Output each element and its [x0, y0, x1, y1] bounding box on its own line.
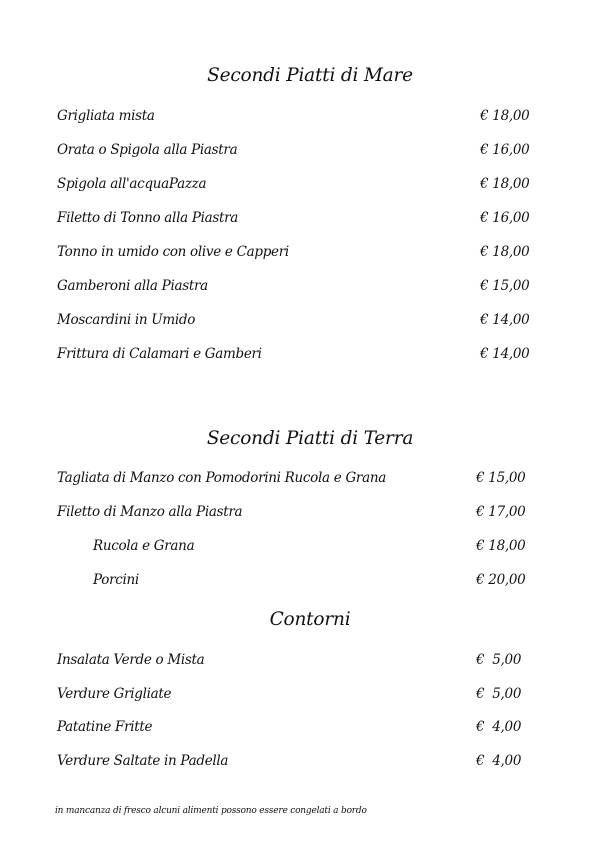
item-name: Patatine Fritte: [57, 719, 153, 735]
item-price: € 20,00: [476, 572, 526, 588]
item-price: € 18,00: [480, 108, 530, 124]
item-price: € 18,00: [476, 538, 526, 554]
item-price: € 18,00: [480, 176, 530, 192]
item-price: € 4,00: [476, 719, 522, 735]
item-name: Orata o Spigola alla Piastra: [57, 142, 238, 158]
section-title-contorni: Contorni: [269, 609, 351, 630]
item-name: Filetto di Manzo alla Piastra: [57, 504, 243, 520]
item-name: Frittura di Calamari e Gamberi: [57, 346, 262, 362]
item-name: Insalata Verde o Mista: [57, 652, 205, 668]
section-title-terra: Secondi Piatti di Terra: [206, 428, 414, 449]
item-name: Verdure Saltate in Padella: [57, 753, 229, 769]
item-name: Filetto di Tonno alla Piastra: [57, 210, 239, 226]
item-name: Gamberoni alla Piastra: [57, 278, 208, 294]
item-name: Grigliata mista: [57, 108, 155, 124]
item-price: € 17,00: [476, 504, 526, 520]
item-price: € 18,00: [480, 244, 530, 260]
footnote: in mancanza di fresco alcuni alimenti possono essere congelati a bordo: [55, 806, 367, 816]
item-price: € 16,00: [480, 142, 530, 158]
item-name: Spigola all'acquaPazza: [57, 176, 207, 192]
item-price: € 15,00: [476, 470, 526, 486]
item-price: € 16,00: [480, 210, 530, 226]
item-name: Verdure Grigliate: [57, 686, 172, 702]
item-price: € 14,00: [480, 346, 530, 362]
item-price: € 4,00: [476, 753, 522, 769]
item-price: € 15,00: [480, 278, 530, 294]
item-price: € 5,00: [476, 652, 522, 668]
item-name: Moscardini in Umido: [57, 312, 196, 328]
section-title-mare: Secondi Piatti di Mare: [207, 65, 413, 86]
item-name: Tagliata di Manzo con Pomodorini Rucola e Grana: [57, 470, 386, 486]
item-name: Porcini: [93, 572, 139, 588]
item-price: € 5,00: [476, 686, 522, 702]
item-name: Rucola e Grana: [93, 538, 195, 554]
item-name: Tonno in umido con olive e Capperi: [57, 244, 289, 260]
item-price: € 14,00: [480, 312, 530, 328]
